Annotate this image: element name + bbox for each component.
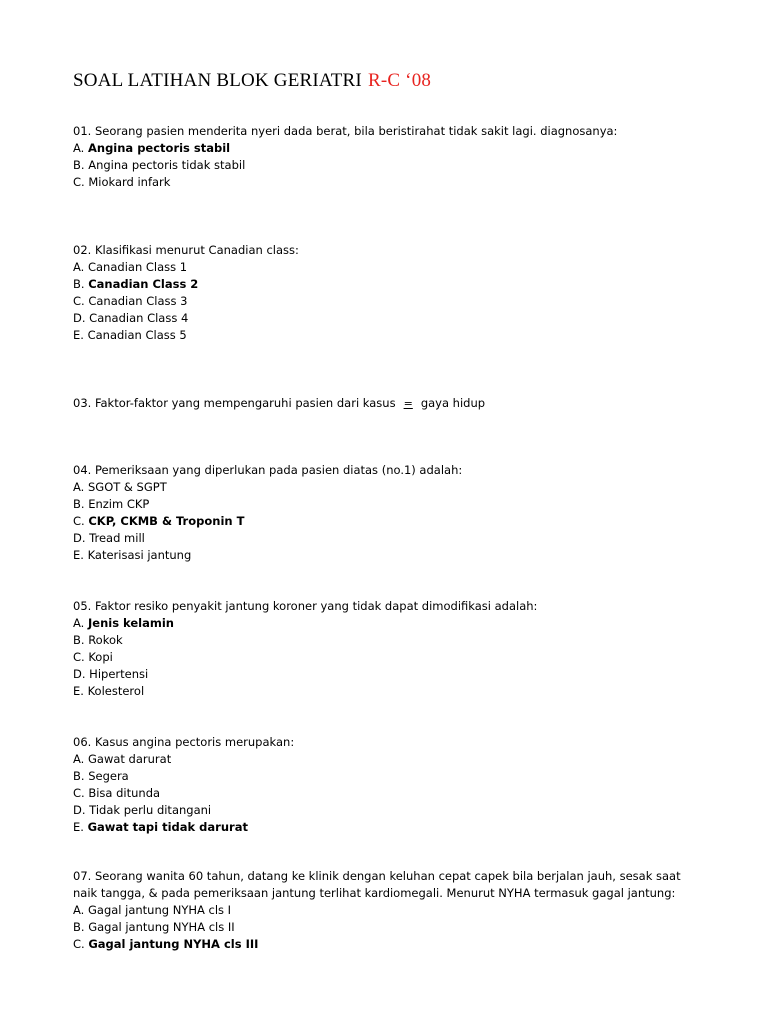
question-stem: 06. Kasus angina pectoris merupakan: bbox=[73, 735, 295, 749]
option-e: E. Katerisasi jantung bbox=[73, 548, 192, 562]
question-4 bbox=[73, 462, 713, 564]
option-a: A. Canadian Class 1 bbox=[73, 260, 188, 274]
question-2 bbox=[73, 242, 713, 344]
question-stem: 01. Seorang pasien menderita nyeri dada berat, bila beristirahat tidak sakit lagi. diagnosanya: bbox=[73, 124, 618, 138]
option-c: C. Miokard infark bbox=[73, 175, 171, 189]
option-b: B. Segera bbox=[73, 769, 129, 783]
correct-answer: Gagal jantung NYHA cls III bbox=[88, 937, 259, 951]
correct-answer: Canadian Class 2 bbox=[88, 277, 199, 291]
option-c: C. Canadian Class 3 bbox=[73, 294, 188, 308]
option-b: B. Gagal jantung NYHA cls II bbox=[73, 920, 235, 934]
question-1 bbox=[73, 123, 713, 191]
question-3 bbox=[73, 395, 713, 412]
question-5 bbox=[73, 598, 713, 700]
correct-answer: Jenis kelamin bbox=[87, 616, 174, 630]
option-a: A. Angina pectoris stabil bbox=[73, 141, 231, 155]
equals-mark: = bbox=[403, 397, 413, 410]
option-d: D. Tidak perlu ditangani bbox=[73, 803, 212, 817]
question-6 bbox=[73, 734, 713, 836]
option-d: D. Canadian Class 4 bbox=[73, 311, 189, 325]
option-a: A. Gawat darurat bbox=[73, 752, 172, 766]
correct-answer: Angina pectoris stabil bbox=[87, 141, 231, 155]
option-d: D. Hipertensi bbox=[73, 667, 149, 681]
answer-text: gaya hidup bbox=[420, 396, 486, 410]
question-stem: 02. Klasifikasi menurut Canadian class: bbox=[73, 243, 299, 257]
title-main: SOAL LATIHAN BLOK GERIATRI bbox=[73, 70, 362, 91]
option-c: C. Bisa ditunda bbox=[73, 786, 161, 800]
option-e: E. Canadian Class 5 bbox=[73, 328, 187, 342]
question-stem: 03. Faktor-faktor yang mempengaruhi pasien dari kasus = gaya hidup bbox=[73, 396, 486, 410]
correct-answer: Gawat tapi tidak darurat bbox=[87, 820, 248, 834]
option-d: D. Tread mill bbox=[73, 531, 145, 545]
question-stem: 07. Seorang wanita 60 tahun, datang ke klinik dengan keluhan cepat capek bila berjalan jauh, sesak saat naik tangga, & pada pemeriksaan jantung terlihat kardiomegali. Menurut NYHA termasuk gagal jantung: bbox=[73, 869, 681, 900]
question-stem: 05. Faktor resiko penyakit jantung koroner yang tidak dapat dimodifikasi adalah: bbox=[73, 599, 538, 613]
option-b: B. Rokok bbox=[73, 633, 123, 647]
correct-answer: CKP, CKMB & Troponin T bbox=[88, 514, 245, 528]
option-a: A. Jenis kelamin bbox=[73, 616, 174, 630]
question-stem: 04. Pemeriksaan yang diperlukan pada pasien diatas (no.1) adalah: bbox=[73, 463, 463, 477]
option-e: E. Kolesterol bbox=[73, 684, 145, 698]
title-accent: R-C ‘08 bbox=[367, 70, 432, 91]
option-c: C. Kopi bbox=[73, 650, 113, 664]
document-title bbox=[73, 70, 431, 92]
option-b: B. Canadian Class 2 bbox=[73, 277, 199, 291]
question-7 bbox=[73, 868, 703, 953]
option-c: C. CKP, CKMB & Troponin T bbox=[73, 514, 245, 528]
option-b: B. Angina pectoris tidak stabil bbox=[73, 158, 246, 172]
option-e: E. Gawat tapi tidak darurat bbox=[73, 820, 248, 834]
option-b: B. Enzim CKP bbox=[73, 497, 150, 511]
option-c: C. Gagal jantung NYHA cls III bbox=[73, 937, 259, 951]
option-a: A. SGOT & SGPT bbox=[73, 480, 167, 494]
option-a: A. Gagal jantung NYHA cls I bbox=[73, 903, 232, 917]
